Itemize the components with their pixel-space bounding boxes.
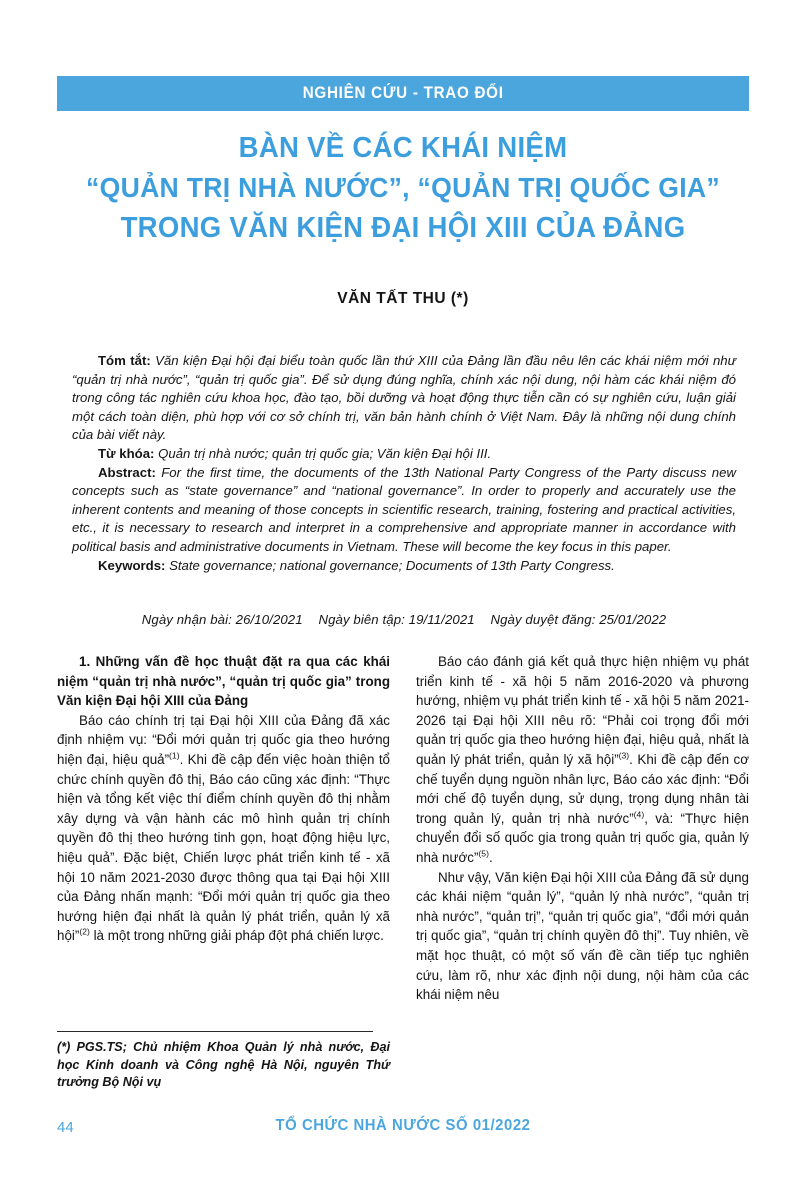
banner-label: NGHIÊN CỨU - TRAO ĐỔI — [302, 84, 504, 102]
keywords-english — [72, 557, 736, 576]
journal-name: TỔ CHỨC NHÀ NƯỚC SỐ 01/2022 — [275, 1117, 531, 1134]
tukhoa-label: Từ khóa: — [98, 445, 155, 461]
right-paragraph-2: Như vậy, Văn kiện Đại hội XIII của Đảng đã sử dụng các khái niệm “quản lý”, “quản lý nhà nước”, “quản trị nhà nước”, “quản trị”, “quản trị quốc gia”, “đổi mới quản trị quốc gia”, “quản trị chính quyền đô thị”. Tuy nhiên, về mặt học thuật, có một số vấn đề cần tiếp tục nghiên cứu, làm rõ, như xác định nội dung, nội hàm của các khái niệm nêu — [416, 869, 749, 1003]
article-title — [40, 128, 766, 248]
right-para-1-a: Báo cáo đánh giá kết quả thực hiện nhiệm vụ phát triển kinh tế - xã hội 5 năm 2016-2020 và phương hướng, nhiệm vụ phát triển kinh tế - xã hội 5 năm 2021-2026 tại Đại hội XIII nêu rõ: “Phải coi trọng đổi mới quản trị quốc gia theo hướng hiện đại, hiệu quả, nhất là quản lý phát triển, quản lý xã hội” — [416, 654, 749, 767]
footnote-marker-5: (5) — [478, 848, 489, 859]
abstract-label: Abstract: — [98, 464, 156, 480]
title-line-1: BÀN VỀ CÁC KHÁI NIỆM — [238, 132, 568, 164]
footnote-area — [57, 1031, 390, 1092]
date-approved: Ngày duyệt đăng: 25/01/2022 — [490, 612, 667, 627]
section-heading: 1. Những vấn đề học thuật đặt ra qua các khái niệm “quản trị nhà nước”, “quản trị quốc gia” trong Văn kiện Đại hội XIII của Đảng — [57, 654, 390, 709]
keywords-vietnamese — [72, 445, 736, 464]
right-column — [416, 652, 749, 1092]
footnote-marker-2: (2) — [79, 926, 90, 937]
left-para-1-c: là một trong những giải pháp đột phá chiến lược. — [89, 928, 384, 944]
left-para-1-b: . Khi đề cập đến việc hoàn thiện tổ chức chính quyền đô thị, Báo cáo cũng xác định: “Thực hiện và tổng kết việc thí điểm chính quyền đô thị nhằm xây dựng và vận hành các mô hình quản trị chính quyền đô thị theo hướng tinh gọn, hoạt động hiệu lực, hiệu quả”. Đặc biệt, Chiến lược phát triển kinh tế - xã hội 10 năm 2021-2030 được thông qua tại Đại hội XIII của Đảng nhấn mạnh: “Đổi mới quản trị quốc gia theo hướng hiện đại nhất là quản lý phát triển, quản lý xã hội” — [57, 751, 390, 944]
right-para-1-c: , và: “Thực hiện chuyển đổi số quốc gia trong quản trị quốc gia, quản lý nhà nước” — [416, 810, 749, 865]
title-line-3: TRONG VĂN KIỆN ĐẠI HỘI XIII CỦA ĐẢNG — [120, 212, 686, 244]
date-edited: Ngày biên tập: 19/11/2021 — [318, 612, 475, 627]
page-footer — [57, 1117, 749, 1141]
footnote-divider — [57, 1031, 373, 1032]
left-column — [57, 652, 390, 1092]
tomtat-label: Tóm tắt: — [98, 353, 151, 368]
page-number: 44 — [57, 1119, 74, 1136]
left-paragraph-1 — [57, 711, 390, 946]
right-paragraph-1 — [416, 652, 749, 868]
body-columns — [57, 652, 749, 1092]
footnote-marker-1: (1) — [169, 750, 180, 761]
tukhoa-text: Quản trị nhà nước; quản trị quốc gia; Văn kiện Đại hội III. — [154, 445, 492, 461]
abstract-block — [72, 352, 736, 575]
abstract-vietnamese — [72, 352, 736, 445]
tomtat-text: Văn kiện Đại hội đại biểu toàn quốc lần thứ XIII của Đảng lần đầu nêu lên các khái niệm mới như “quản trị nhà nước”, “quản trị quốc gia”. Để sử dụng đúng nghĩa, chính xác nội dung, nội hàm các khái niệm đó trong công tác nghiên cứu khoa học, đào tạo, bồi dưỡng và hoạt động thực tiễn cần có sự nghiên cứu, luận giải một cách toàn diện, phù hợp với cơ sở chính trị, văn bản hành chính ở Việt Nam. Đây là những nội dung chính của bài viết này. — [72, 353, 736, 443]
right-para-1-d: . — [488, 849, 493, 865]
left-para-1-a: Báo cáo chính trị tại Đại hội XIII của Đảng đã xác định nhiệm vụ: “Đổi mới quản trị quốc gia theo hướng hiện đại, hiệu quả” — [57, 712, 390, 767]
date-received: Ngày nhận bài: 26/10/2021 — [141, 612, 303, 627]
right-para-1-b: . Khi đề cập đến cơ chế tuyển dụng nguồn nhân lực, Báo cáo xác định: “Đổi mới chế độ tuyển dụng, sử dụng, trọng dụng nhân tài trong quản lý, quản trị nhà nước” — [416, 751, 749, 826]
keywords-text: State governance; national governance; Documents of 13th Party Congress. — [165, 557, 615, 573]
footnote-marker-3: (3) — [618, 750, 630, 761]
abstract-text: For the first time, the documents of the 13th National Party Congress of the Party discuss new concepts such as “state governance” and “national governance”. In order to properly and accurately use the inherent contents and meaning of those concepts in scientific research, training, fostering and practical activities, etc., it is necessary to research and interpret in a comprehensive and appropriate manner in accordance with political basis and administrative documents in Vietnam. These will become the key focus in this paper. — [72, 464, 736, 554]
section-banner — [57, 76, 749, 111]
title-line-2: “QUẢN TRỊ NHÀ NƯỚC”, “QUẢN TRỊ QUỐC GIA” — [86, 172, 720, 203]
author-footnote: (*) PGS.TS; Chủ nhiệm Khoa Quản lý nhà nước, Đại học Kinh doanh và Công nghệ Hà Nội, nguyên Thứ trưởng Bộ Nội vụ — [57, 1040, 390, 1090]
footnote-marker-4: (4) — [633, 809, 645, 820]
keywords-label: Keywords: — [98, 557, 166, 573]
publication-dates — [72, 612, 736, 627]
abstract-english — [72, 464, 736, 557]
author-name: VĂN TẤT THU (*) — [337, 290, 469, 307]
